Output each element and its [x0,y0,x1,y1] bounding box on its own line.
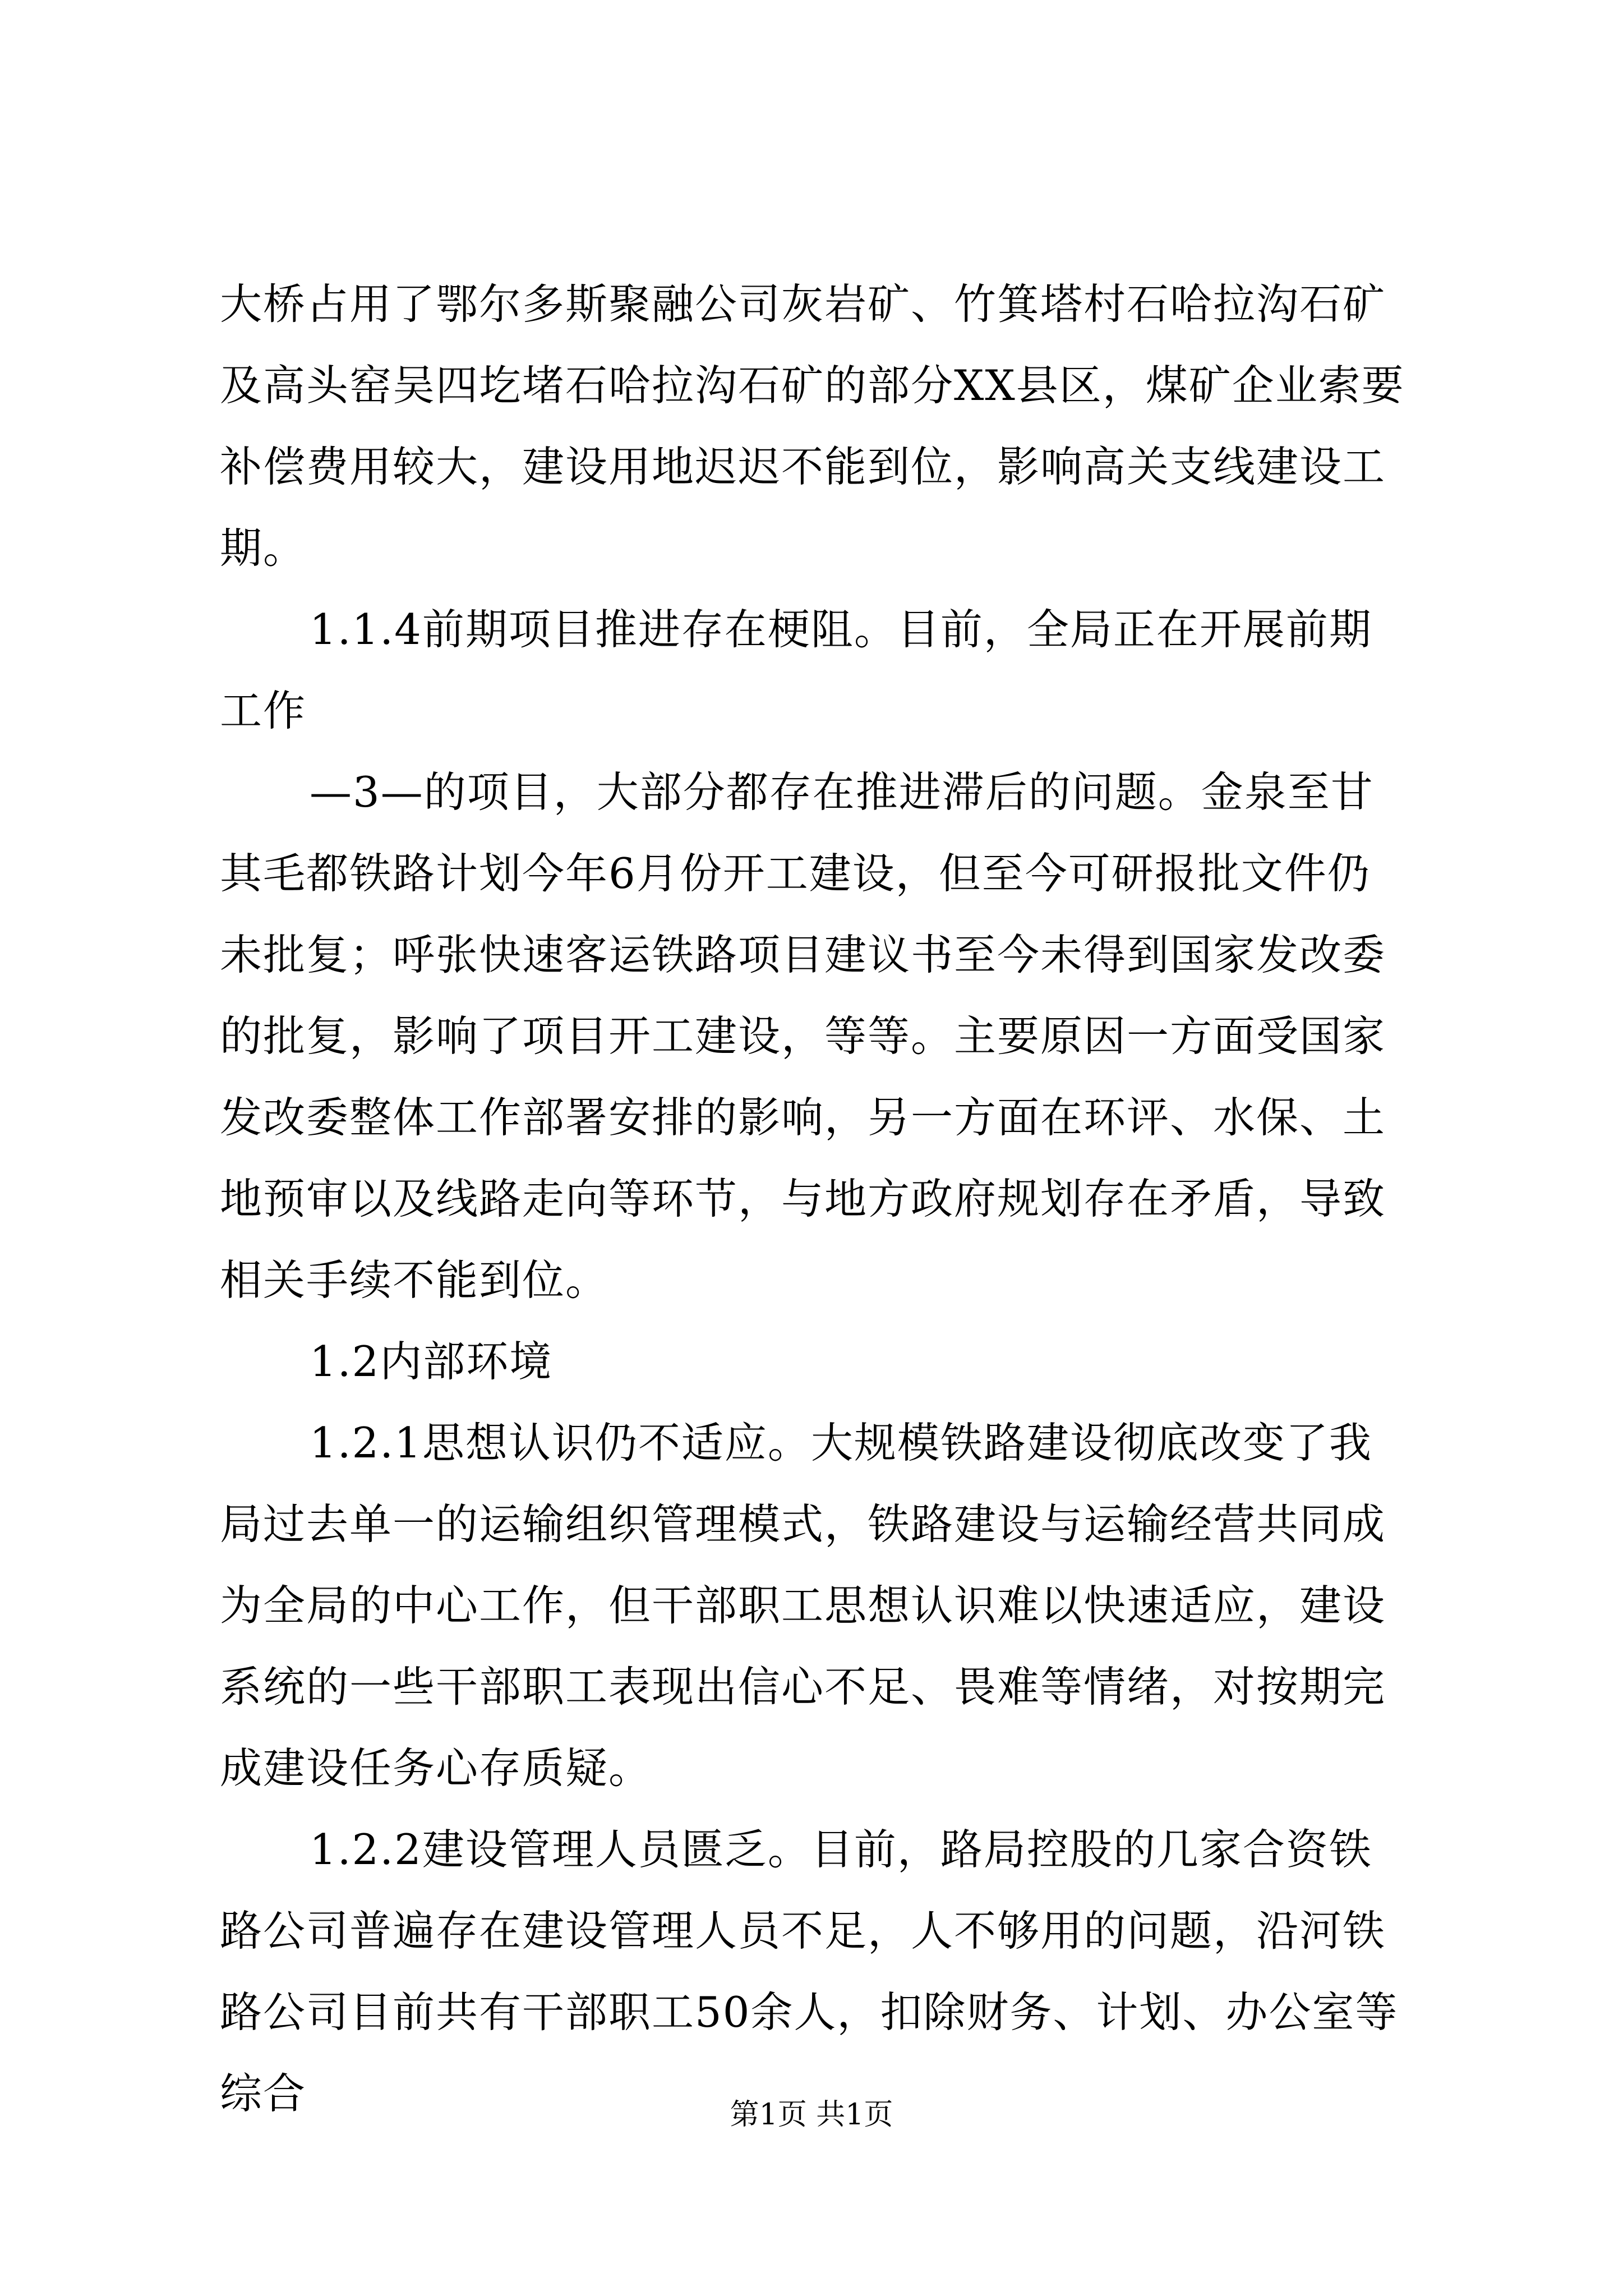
paragraph-1-2-1: 1.2.1思想认识仍不适应。大规模铁路建设彻底改变了我局过去单一的运输组织管理模式，铁路建设与运输经营共同成为全局的中心工作，但干部职工思想认识难以快速适应，建设系统的一些干部职工表现出信心不足、畏难等情绪，对按期完成建设任务心存质疑。 [220,1418,1386,1793]
paragraph-1-2-2: 1.2.2建设管理人员匮乏。目前，路局控股的几家合资铁路公司普遍存在建设管理人员不足，人不够用的问题，沿河铁路公司目前共有干部职工50余人，扣除财务、计划、办公室等综合 [220,1825,1399,2118]
document-body [220,264,1409,2134]
paragraph-1-1-4-heading: 1.1.4前期项目推进存在梗阻。目前，全局正在开展前期工作 [220,605,1372,735]
section-heading-1-2: 1.2内部环境 [310,1337,553,1386]
paragraph-land-occupation: 大桥占用了鄂尔多斯聚融公司灰岩矿、竹箕塔村石哈拉沟石矿及高头窑吴四圪堵石哈拉沟石矿的部分XX县区，煤矿企业索要补偿费用较大，建设用地迟迟不能到位，影响高关支线建设工期。 [220,279,1405,573]
paragraph-1-1-4-body: —3—的项目，大部分都存在推进滞后的问题。金泉至甘其毛都铁路计划今年6月份开工建设，但至今可研报批文件仍未批复；呼张快速客运铁路项目建议书至今未得到国家发改委的批复，影响了项目开工建设，等等。主要原因一方面受国家发改委整体工作部署安排的影响，另一方面在环评、水保、土地预审以及线路走向等环节，与地方政府规划存在矛盾，导致相关手续不能到位。 [220,767,1386,1305]
page-footer: 第1页 共1页 [730,2098,893,2132]
